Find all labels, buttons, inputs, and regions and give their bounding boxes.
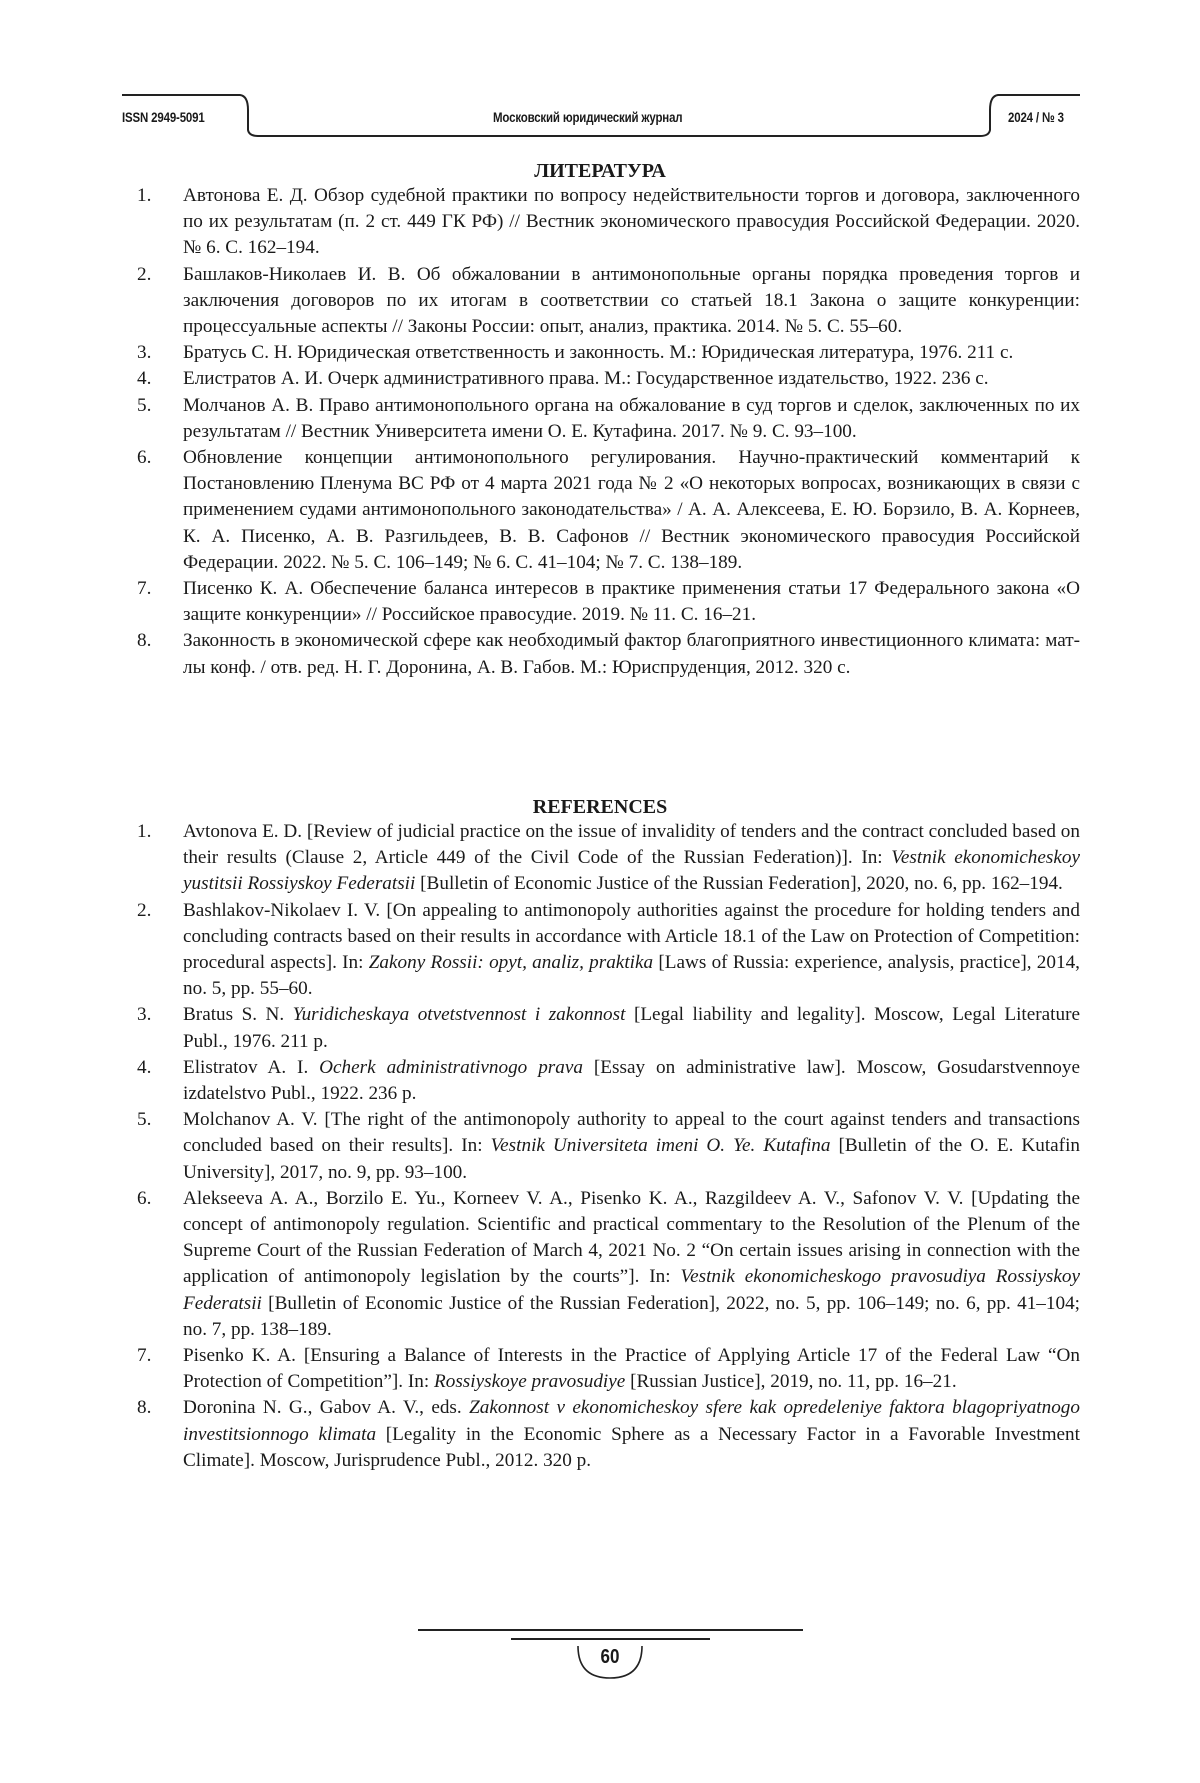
reference-item — [137, 1002, 1080, 1054]
item-text: [Russian Justice], 2019, no. 11, pp. 16–21. — [625, 1371, 956, 1392]
reference-item — [137, 340, 1080, 366]
item-text: Елистратов А. И. Очерк административного права. М.: Государственное издательство, 1922. 236 с. — [183, 368, 989, 389]
source-title: Rossiyskoye pravosudiye — [434, 1371, 625, 1392]
item-text: Bashlakov-Nikolaev I. V. [On appealing to antimonopoly authorities against the procedure for holding tenders and concluding contracts based on their results in accordance with Article 18.1 of the Law on Protection of Competition: procedural aspects]. In: — [183, 900, 1080, 973]
source-title: Yuridicheskaya otvetstvennost i zakonnost — [293, 1004, 626, 1025]
reference-item — [137, 819, 1080, 898]
item-text: [Legal liability and legality]. Moscow, Legal Literature Publ., 1976. 211 p. — [183, 1004, 1080, 1051]
item-text: Автонова Е. Д. Обзор судебной практики по вопросу недействительности торгов и договора, заключенного по их результатам (п. 2 ст. 449 ГК РФ) // Вестник экономического правосудия Российской Федерации. 2020. № 6. С. 162–194. — [183, 185, 1080, 258]
item-text: Molchanov A. V. [The right of the antimonopoly authority to appeal to the court against tenders and transactions concluded based on their results]. In: — [183, 1109, 1080, 1156]
item-text: [Bulletin of Economic Justice of the Russian Federation], 2020, no. 6, pp. 162–194. — [415, 873, 1063, 894]
reference-item — [137, 262, 1080, 341]
item-text: [Essay on administrative law]. Moscow, Gosudarstvennoye izdatelstvo Publ., 1922. 236 p. — [183, 1057, 1080, 1104]
item-text: Bratus S. N. — [183, 1004, 293, 1025]
item-number: 5. — [137, 393, 151, 419]
reference-item — [137, 1343, 1080, 1395]
reference-item — [137, 1395, 1080, 1474]
item-text: Alekseeva A. A., Borzilo E. Yu., Korneev V. A., Pisenko K. A., Razgildeev A. V., Safonov V. V. [Updating the concept of antimonopoly regulation. Scientific and practical commentary to the Resolution of the Plenum of the Supreme Court of the Russian Federation of March 4, 2021 No. 2 “On certain issues arising in connection with the application of antimonopoly legislation by the courts”]. In: — [183, 1188, 1080, 1288]
item-text: Doronina N. G., Gabov A. V., eds. — [183, 1397, 469, 1418]
item-text: Молчанов А. В. Право антимонопольного органа на обжалование в суд торгов и сделок, заключенных по их результатам // Вестник Университета имени О. Е. Кутафина. 2017. № 9. С. 93–100. — [183, 395, 1080, 442]
item-number: 3. — [137, 1002, 151, 1028]
item-number: 1. — [137, 819, 151, 845]
journal-title: Московский юридический журнал — [493, 109, 682, 125]
item-text: Avtonova E. D. [Review of judicial practice on the issue of invalidity of tenders and the contract concluded based on their results (Clause 2, Article 449 of the Civil Code of the Russian Federation)]. In: — [183, 821, 1080, 868]
source-title: Vestnik ekonomicheskoy yustitsii Rossiyskoy Federatsii — [183, 847, 1080, 894]
issn: ISSN 2949-5091 — [122, 109, 205, 125]
source-title: Zakonnost v ekonomicheskoy sfere kak opredeleniye faktora blagopriyatnogo investitsionnogo klimata — [183, 1397, 1080, 1444]
reference-item — [137, 898, 1080, 1003]
item-number: 8. — [137, 628, 151, 654]
item-number: 3. — [137, 340, 151, 366]
item-text: [Laws of Russia: experience, analysis, practice], 2014, no. 5, pp. 55–60. — [183, 952, 1080, 999]
item-number: 4. — [137, 1055, 151, 1081]
item-number: 2. — [137, 262, 151, 288]
reference-item — [137, 1055, 1080, 1107]
page-number: 60 — [591, 1646, 628, 1669]
item-number: 8. — [137, 1395, 151, 1421]
issue-number: 2024 / № 3 — [1008, 109, 1064, 125]
item-number: 6. — [137, 445, 151, 471]
literature-list — [137, 183, 1080, 681]
reference-item — [137, 1107, 1080, 1186]
item-text: Pisenko K. A. [Ensuring a Balance of Interests in the Practice of Applying Article 17 of the Federal Law “On Protection of Competition”]. In: — [183, 1345, 1080, 1392]
source-title: Zakony Rossii: opyt, analiz, praktika — [369, 952, 653, 973]
item-text: [Bulletin of the O. E. Kutafin University], 2017, no. 9, pp. 93–100. — [183, 1135, 1080, 1182]
item-number: 5. — [137, 1107, 151, 1133]
item-text: [Bulletin of Economic Justice of the Russian Federation], 2022, no. 5, pp. 106–149; no. 6, pp. 41–104; no. 7, pp. 138–189. — [183, 1293, 1080, 1340]
item-number: 1. — [137, 183, 151, 209]
item-number: 6. — [137, 1186, 151, 1212]
item-number: 7. — [137, 1343, 151, 1369]
item-number: 2. — [137, 898, 151, 924]
source-title: Vestnik Universiteta imeni O. Ye. Kutafina — [491, 1135, 831, 1156]
reference-item — [137, 393, 1080, 445]
literature-heading: ЛИТЕРАТУРА — [0, 160, 1200, 183]
reference-item — [137, 1186, 1080, 1343]
item-text: Законность в экономической сфере как необходимый фактор благоприятного инвестиционного климата: мат-лы конф. / отв. ред. Н. Г. Доронина, А. В. Габов. М.: Юриспруденция, 2012. 320 с. — [183, 630, 1080, 677]
item-text: Писенко К. А. Обеспечение баланса интересов в практике применения статьи 17 Федерального закона «О защите конкуренции» // Российское правосудие. 2019. № 11. С. 16–21. — [183, 578, 1080, 625]
item-text: Башлаков-Николаев И. В. Об обжаловании в антимонопольные органы порядка проведения торгов и заключения договоров по их итогам в соответствии со статьей 18.1 Закона о защите конкуренции: процессуальные аспекты // Законы России: опыт, анализ, практика. 2014. № 5. С. 55–60. — [183, 264, 1080, 337]
references-heading: REFERENCES — [0, 796, 1200, 819]
references-list — [137, 819, 1080, 1474]
reference-item — [137, 445, 1080, 576]
reference-item — [137, 366, 1080, 392]
source-title: Vestnik ekonomicheskogo pravosudiya Rossiyskoy Federatsii — [183, 1266, 1080, 1313]
item-text: Обновление концепции антимонопольного регулирования. Научно-практический комментарий к Постановлению Пленума ВС РФ от 4 марта 2021 года № 2 «О некоторых вопросах, возникающих в связи с применением судами антимонопольного законодательства» / А. А. Алексеева, Е. Ю. Борзило, В. А. Корнеев, К. А. Писенко, А. В. Разгильдеев, В. В. Сафонов // Вестник экономического правосудия Российской Федерации. 2022. № 5. С. 106–149; № 6. С. 41–104; № 7. С. 138–189. — [183, 447, 1080, 573]
item-number: 7. — [137, 576, 151, 602]
item-text: Elistratov A. I. — [183, 1057, 319, 1078]
item-text: Братусь С. Н. Юридическая ответственность и законность. М.: Юридическая литература, 1976. 211 с. — [183, 342, 1013, 363]
reference-item — [137, 183, 1080, 262]
reference-item — [137, 628, 1080, 680]
reference-item — [137, 576, 1080, 628]
item-number: 4. — [137, 366, 151, 392]
source-title: Ocherk administrativnogo prava — [319, 1057, 583, 1078]
item-text: [Legality in the Economic Sphere as a Necessary Factor in a Favorable Investment Climate]. Moscow, Jurisprudence Publ., 2012. 320 p. — [183, 1424, 1080, 1471]
